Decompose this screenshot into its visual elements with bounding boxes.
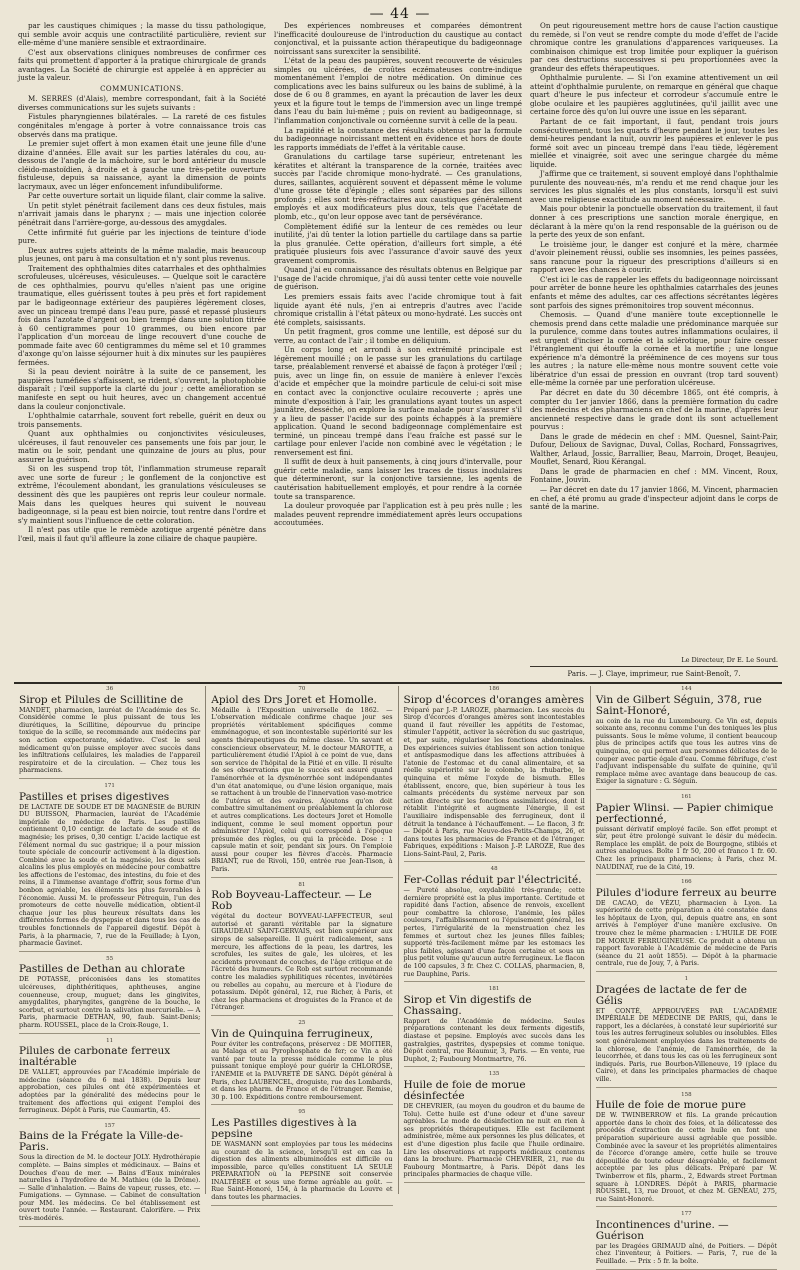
ad-body: puissant dérivatif employé facile. Son effet prompt et sûr, peut être prolongé suivant le désir du médecin. Remplace les emplât. de poix de Bourgogne, stibiés et autres analogues. Boîte 1 fr 50, 200 et franco 1 fr. 60. Chez les principaux pharmaciens; à Paris, chez M. NAUDINAT, rue de la Cité, 19. [595, 824, 777, 871]
ad-body: par les Dragées GRIMAUD aîné, de Poitiers. — Dépôt chez l'inventeur, à Poitiers. — Paris, 7, rue de la Feuillade. — Prix : 5 fr. la boîte. [595, 1241, 777, 1266]
ad-title: Vin de Quinquina ferrugineux, [211, 1027, 374, 1040]
article-paragraph: Complètement édifié sur la lenteur de ces remèdes ou leur inutilité, j'ai dû tenter la lotion partielle du cartilage dans sa partie la plus granulée. Cette opération, d'ailleurs fort simple, a été pratiquée plusieurs fois avec l'assurance d'avoir sauvé des yeux gravement compromis. [274, 221, 522, 265]
ad-title: Vin de Gilbert Séguin, 378, rue Saint-Honoré, [595, 693, 762, 717]
ad-number: 48 [490, 866, 498, 873]
ad-column-4 [590, 686, 782, 1266]
article-paragraph: Il n'est pas utile que le remède azotique argenté pénètre dans l'œil, mais il faut qu'il affleure la zone ciliaire de chaque paupière. [18, 525, 266, 543]
advertisement [19, 783, 200, 952]
printer-line: Paris. — J. Claye, imprimeur, rue Saint-Benoît, 7. [567, 670, 741, 678]
article-paragraph: Granulations du cartilage tarse supérieur, entretenant les kératites et altérant la transparence de la cornée, traitées avec succès par l'acide chromique mono-hydraté. — Ces granulations, dures, saillantes, acquièrent souvent et dépassent même le volume d'une grosse tête d'épingle ; elles sont séparées par des sillons profonds ; elles sont très-réfractaires aux caustiques généralement employés et aux modificateurs plus doux, tels que l'acétate de plomb, etc., qu'on leur oppose avec tant de persévérance. [274, 152, 522, 222]
article-paragraph: C'est ici le cas de rappeler les effets du badigeonnage noircissant pour arrêter de bonne heure les ophthalmies catarrhales des jeunes enfants et même des adultes, car ces affections sécrétantes légères sont parfois des signes prémonitoires trop souvent méconnus. [530, 274, 778, 310]
advertisement [211, 1020, 392, 1105]
advertisement [596, 794, 777, 875]
advertisement [19, 1123, 200, 1227]
advertisement [596, 1092, 777, 1208]
article-paragraph: Fistules pharyngiennes bilatérales. — La rareté de ces fistules congénitales m'engage à porter à votre connaissance trois cas observés dans ma pratique. [18, 112, 266, 139]
advertisement [596, 976, 777, 1088]
ad-body: Médaille à l'Exposition universelle de 1862. — L'observation médicale confirme chaque jour ses propriétés véritablement spécifiques comme emménagogue, et son incontestable supériorité sur les agents thérapeutiques du même classe. Un savant et consciencieux observateur, M. le docteur MAROTTE, a particulièrement étudié l'Apiol à ce point de vue, dans son service de l'hôpital de la Pitié et en ville. Il résulte de ses observations que le succès est assuré quand l'aménorrhée et la dysménorrhée sont indépendantes d'un état anatomique, ou d'une lésion organique, mais se rattachent à un trouble de l'innervation vaso-motrice de l'utérus et des ovaires. Ajoutons qu'on doit combattre simultanément ou préalablement la chlorose et autres complications. Les docteurs Joret et Homolle indiquent, comme le seul moment opportun pour administrer l'Apiol, celui qui correspond à l'époque présumée des règles, ou qui la précède. Dose : 1 capsule matin et soir, pendant six jours. On l'emploie aussi pour couper les fièvres d'accès. Pharmacie BRIANT, rue de Rivoli, 150, entrée rue Jean-Tison, à Paris. [211, 705, 393, 874]
article-paragraph: Cette infirmité fut guérie par les injections de teinture d'iode pure. [18, 227, 266, 246]
ad-body: Rapport de l'Académie de médecine. Seules préparations contenant les deux ferments digestifs, diastase et pepsine. Employés avec succès dans les gastralgies, gastrites, dyspepsies et comme tonique. Dépôt central, rue Réaumur, 3, Paris. — En vente, rue Duphot, 2; Faubourg Montmartre, 76. [403, 1016, 585, 1063]
ad-number: 11 [106, 1037, 114, 1044]
ad-title: Papier Wlinsi. — Papier chimique perfectionné, [595, 801, 774, 825]
article-paragraph: M. SERRES (d'Alais), membre correspondant, fait à la Société diverses communications sur les sujets suivants : [18, 94, 266, 112]
article-paragraph: Deux autres sujets atteints de la même maladie, mais beaucoup plus jeunes, ont paru à ma consultation et n'y sont plus revenus. [18, 245, 266, 264]
ad-body: ET CONTÉ, APPROUVÉES PAR L'ACADÉMIE IMPÉRIALE DE MÉDECINE DE PARIS, qui, dans le rapport, les a déclarées, à constaté leur supériorité sur tous les autres ferrugineux solubles ou insolubles. Elles sont généralement employées dans les traitements de la chlorose, de l'anémie, de l'aménorrhée, de la leucorrhée, et dans tous les cas où les ferrugineux sont indiqués. Paris, rue Bourbon-Villeneuve, 19 (place du Caire), et dans les principales pharmacies de chaque ville. [595, 1006, 777, 1083]
ad-number: 95 [298, 1109, 306, 1116]
article-paragraph: Quant aux ophthalmies ou conjonctivites vésiculeuses, ulcéreuses, il faut renouveler ces pansements une fois par jour, le matin ou le soir, pendant une quinzaine de jours au plus, pour assurer la guérison. [18, 429, 266, 464]
ad-body: DE WASMANN sont employées par tous les médecins au courant de la science, lorsqu'il est en cas la digestion des aliments albuminoïdes est difficile ou impossible, parce qu'elles constituent LA SEULE PRÉPARATION où la PEPSINE soit conservée INALTÉRÉE et sous une forme agréable au goût. — Rue Saint-Honoré, 154, à la pharmacie du Louvre et dans toutes les pharmacies. [211, 1139, 393, 1202]
advertisement [211, 882, 392, 1016]
editorial-column-2 [274, 22, 522, 680]
director-signature: Le Directeur, Dr E. Le Sourd. [530, 656, 778, 667]
article-paragraph: C'est aux observations cliniques nombreuses de confirmer ces faits qui promettent d'apporter à la pratique chirurgicale de grands avantages. La Société de chirurgie est appelée à en apprécier au juste la valeur. [18, 47, 266, 83]
article-paragraph: Le premier sujet offert à mon examen était une jeune fille d'une dizaine d'années. Elle avait sur les parties latérales du cou, au-dessous de l'angle de la mâchoire, sur le bord antérieur du muscle cléido-mastoïdien, à droite et à gauche une très-petite ouverture fistuleuse, depuis sa naissance, ayant la dimension de points lacrymaux, avec un léger enfoncement infundibuliforme. [18, 139, 266, 191]
ad-body: DE LACTATE DE SOUDE ET DE MAGNÉSIE de BURIN DU BUISSON, Pharmacien, lauréat de l'Académie impériale de médecine de Paris. Les pastilles contiennent 0,10 centigr. de lactate de soude et de magnésie; les prises, 0,30 centigr. L'acide lactique est l'élément normal du suc gastrique; il a pour mission toute spéciale de concourir activement à la digestion. Combiné avec la soude et la magnésie, les deux sels alcalins les plus employés en médecine pour combattre les affections de l'estomac, des intestins, du foie et des reins, il a l'immense avantage d'offrir, sous forme d'un bonbon agréable, les éléments les plus favorables à l'économie. Aussi M. le professeur Pétrequin, l'un des promoteurs de cette nouvelle médication, obtient-il chaque jour les plus heureux résultats dans les différentes formes de dyspepsie et dans tous les cas de troubles fonctionnels de l'appareil digestif. Dépôt à Paris, à la pharmacie, 7, rue de la Feuillade; à Lyon, pharmacie Gavinet. [19, 802, 201, 948]
ad-body: Sous la direction de M. le docteur JOLY. Hydrothérapie complète. — Bains simples et médicinaux. — Bains et Douches d'eau de mer. — Bains d'Eaux minérales naturelles à l'hydrofère de M. Mathieu (de la Drôme). — Salle d'inhalation. — Bains de vapeur, russes, etc. — Fumigations. — Gymnase. — Cabinet de consultation pour MM. les médecins. Ce bel établissement est ouvert toute l'année. — Restaurant. Calorifère. — Prix très-modérés. [19, 1153, 201, 1223]
ad-title: Apiol des Drs Joret et Homolle. [211, 693, 377, 706]
article-paragraph: On peut rigoureusement mettre hors de cause l'action caustique du remède, si l'on veut se rendre compte du mode d'effet de l'acide chromique contre les granulations d'apparences variqueuses. La combinaison chimique est trop limitée pour expliquer la guérison par ces destructions successives si peu proportionnées avec la grandeur des effets thérapeutiques. [530, 21, 778, 73]
article-paragraph: Mais pour obtenir la ponctuelle observation du traitement, il faut donner à ces prescriptions une sanction morale énergique, en déclarant à la mère qu'on la rend responsable de la guérison ou de la perte des yeux de son enfant. [530, 204, 778, 240]
ad-title: Incontinences d'urine. — Guérison [595, 1218, 729, 1242]
article-paragraph: Un petit stylet pénétrait facilement dans ces deux fistules, mais n'arrivait jamais dans le pharynx ; — mais une injection colorée pénétrait dans l'arrière-gorge, au-dessous des amygdales. [18, 200, 266, 228]
ad-body: végétal du docteur BOYVEAU-LAFFECTEUR, seul autorisé et garanti véritable par la signature GIRAUDEAU SAINT-GERVAIS, est bien supérieur aux sirops de salsepareille. Il guérit radicalement, sans mercure, les affections de la peau, les dartres, les scrofules, les suites de gale, les ulcères, et les accidents provenant de couches, de l'âge critique et de l'âcreté des humeurs. Ce Rob est surtout recommandé contre les maladies syphilitiques récentes, invétérées ou rebelles au copahu, au mercure et à l'iodure de potassium. Dépôt général, 12, rue Richer, à Paris, et chez les pharmaciens et droguistes de la France et de l'étranger. [211, 912, 393, 1012]
article-paragraph: Par décret en date du 30 décembre 1865, ont été compris, à compter du 1er janvier 1866, dans la première formation du cadre des médecins et des pharmaciens en chef de la marine, d'après leur ancienneté respective dans le grade dont ils sont actuellement pourvus : [530, 387, 778, 432]
article-paragraph: L'état de la peau des paupières, souvent recouverte de vésicules simples ou ulcérées, de croûtes eczémateuses contre-indique momentanément l'emploi de notre médication. On diminue ces complications avec les bains sulfureux ou les bains de sublimé, à la dose de 6 ou 8 grammes, en ayant la précaution de laver les deux yeux et la figure tout le temps de l'immersion avec un linge trempé dans l'eau du bain lui-même ; puis on revient au badigeonnage, si l'inflammation conjonctivale ou cornéenne survit à celle de la peau. [274, 56, 522, 126]
ad-number: 81 [298, 881, 306, 888]
ad-number: 171 [104, 782, 115, 789]
ad-title: Sirop et Vin digestifs de Chassaing. [403, 993, 532, 1017]
advertisement [404, 1071, 585, 1183]
article-paragraph: Des expériences nombreuses et comparées démontrent l'inefficacité douloureuse de l'introduction du caustique au contact conjonctival, et la puissante action thérapeutique du badigeonnage noircissant sans surexciter la sensibilité. [274, 21, 522, 56]
article-paragraph: Si la peau devient noirâtre à la suite de ce pansement, les paupières tuméfiées s'affaissent, se rident, s'ouvrent, la photophobie disparaît ; l'œil supporte la clarté du jour ; cette amélioration se manifeste en sept ou huit heures, avec un changement accentué dans la couleur conjonctivale. [18, 367, 266, 411]
advertisement [404, 866, 585, 982]
article-paragraph: Par cette ouverture sortait un liquide filant, clair comme la salive. [28, 191, 266, 201]
ad-number: 1 [684, 976, 689, 983]
article-paragraph: Chemosis. — Quand d'une manière toute exceptionnelle le chemosis prend dans cette maladie une prédominance marquée sur la purulence, comme dans toutes autres inflammations oculaires, il est urgent d'inciser la cornée et la sclérotique, pour faire cesser l'étranglement qui étouffe la cornée et la mortifie ; une longue expérience m'a démontré la prééminence de ces moyens sur tous les autres ; la nature elle-même nous montre souvent cette voie libératrice d'un essai de pression en ouvrant (trop tard souvent) elle-même la cornée par une perforation ulcéreuse. [530, 310, 778, 388]
article-paragraph: — Par décret en date du 17 janvier 1866, M. Vincent, pharmacien en chef, a été promu au grade d'inspecteur adjoint dans le corps de santé de la marine. [530, 484, 778, 512]
ad-number: 158 [681, 1091, 692, 1098]
article-paragraph: Les premiers essais faits avec l'acide chromique tout à fait liquide ayant été nuls, j'en ai entrepris d'autres avec l'acide chromique cristallin à l'état pâteux ou mono-hydraté. Les succès ont été complets, saisissants. [274, 291, 522, 327]
page-number: — 44 — [369, 6, 431, 22]
advertisement [596, 1211, 777, 1269]
ad-title: Bains de la Frégate la Ville-de-Paris. [19, 1130, 183, 1154]
article-paragraph: Ophthalmie purulente. — Si l'on examine attentivement un œil atteint d'ophthalmie purulente, on remarque en général que chaque quart d'heure le pus infecteur et corrodeur s'accumule entre le globe oculaire et les paupières agglutinées, qu'il jaillit avec une certaine force dès qu'on lui ouvre une issue en les séparant. [530, 73, 778, 117]
editorial-columns [18, 22, 778, 680]
advertisement [19, 1038, 200, 1119]
article-paragraph: Quand j'ai eu connaissance des résultats obtenus en Belgique par l'usage de l'acide chromique, j'ai dû aussi tenter cette voie nouvelle de guérison. [274, 265, 522, 292]
ad-title: Huile de foie de morue pure [595, 1099, 746, 1112]
editorial-column-3 [530, 22, 778, 680]
ad-body: DE CACAO, de VÉZU, pharmacien à Lyon. La supériorité de cette préparation a été constatée dans les hôpitaux de Lyon, qui, depuis quatre ans, en sont arrivés à l'employer d'une manière exclusive. On trouve chez le même pharmacien : L'HUILE DE FOIE DE MORUE FERRUGINEUSE. Ce produit a obtenu un rapport favorable à l'Académie de médecine de Paris (séance du 21 août 1855). — Dépôt à la pharmacie centrale, rue de Jouy, 7, à Paris. [595, 898, 777, 968]
ad-title: Sirop et Pilules de Scillitine de [19, 693, 184, 706]
ad-number: 181 [488, 986, 500, 993]
article-paragraph: COMMUNICATIONS. [100, 84, 184, 93]
ad-number: 166 [681, 879, 692, 886]
article-paragraph: Traitement des ophthalmies dites catarrhales et des ophthalmies scrofuleuses, ulcéreuses, vésiculeuses. — Quelque soit le caractère de ces ophthalmies, pourvu qu'elles n'aient pas une origine traumatique, elles guérissent toutes à peu près et fort rapidement par le badigeonnage extérieur des paupières légèrement closes, avec un pinceau trempé dans l'eau pure, passé et repassé plusieurs fois dans l'azotate d'argent ou bien trempé dans une solution titrée à 60 centigrammes pour 10 grammes, ou bien encore par l'application d'un morceau de linge recouvert d'une couche de pommade faite avec 60 centigrammes du même sel et 10 grammes d'axonge qu'on laisse séjourner huit à dix minutes sur les paupières fermées. [18, 263, 266, 367]
ad-number: 186 [488, 686, 500, 692]
advertisement [596, 879, 777, 972]
ad-body: DE W. TWINBERROW et fils. La grande précaution apportée dans le choix des foies, et la délicatesse des procédés d'extraction de cette huile en font une préparation supérieure aussi agréable que possible. Combinée avec la saveur et les propriétés alimentaires de l'écorce d'orange amère, cette huile se trouve dépouillée de toute odeur désagréable, et facilement acceptée par les plus délicats. Préparé par W. Twinberrow et fils, pharm., 2, Edwards street Portman square à LONDRES. Dépôt à PARIS, pharmacie ROUSSEL, 13, rue Drouot, et chez M. GENEAU, 275, rue Saint-Honoré. [595, 1111, 777, 1203]
ad-body: DE POTASSE, préconisées dans les stomatites ulcéreuses, diphthéritiques, aphtheuses, angine couenneuse, croup, muguet; dans les gingivites, amygdalites, pharyngites, gangrène de la bouche, le scorbut, et surtout contre la salivation mercurielle. — A Paris, pharmacie DETHAN, 90, faub. Saint-Denis; pharm. ROUSSEL, place de la Croix-Rouge, 1. [19, 975, 201, 1029]
ad-title: Sirop d'écorces d'oranges amères [403, 693, 584, 706]
ad-title: Dragées de lactate de fer de Gélis [595, 983, 748, 1007]
ad-column-3 [398, 686, 590, 1194]
ad-column-1 [14, 686, 205, 1223]
ad-body: Pour éviter les contrefaçons, préservez : DE MOITIER, au Malaga et au Pyrophosphate de fer; ce Vin a été vanté par toute la presse médicale comme le plus puissant tonique employé pour guérir la CHLOROSE, l'ANÉMIE et la PAUVRETÉ DE SANG. Dépôt général à Paris, chez LAUBENCEL, droguiste, rue des Lombards, et dans les pharm. de France et de l'étranger. Remise, 30 p. 100. Expéditions contre remboursement. [211, 1039, 393, 1101]
ad-title: Rob Boyveau-Laffecteur. — Le Rob [211, 889, 372, 913]
advertisement [19, 956, 200, 1034]
ad-title: Fer-Collas réduit par l'électricité. [403, 874, 582, 887]
ad-number: 144 [681, 686, 692, 692]
article-paragraph: Dans le grade de pharmacien en chef : MM. Vincent, Roux, Fontaine, Jouvin. [530, 466, 778, 485]
article-paragraph: Il suffit de deux à huit pansements, à cinq jours d'intervalle, pour guérir cette maladie, sans laisser les traces de tissus inodulaires que détermineront, sur la conjonctive tarsienne, les agents de cautérisation habituellement employés, et pour rendre à la cornée toute sa transparence. [274, 457, 522, 501]
article-paragraph: J'affirme que ce traitement, si souvent employé dans l'ophthalmie purulente des nouveau-nés, m'a rendu et me rend chaque jour les services les plus signalés et les plus constants, lorsqu'il est suivi avec une religieuse exactitude au moment nécessaire. [530, 169, 778, 204]
advertisement [596, 686, 777, 790]
article-paragraph: Le troisième jour, le danger est conjuré et la mère, charmée d'avoir pleinement réussi, oublie ses insomnies, les peines passées, sans rancune pour la rigueur des prescriptions d'ailleurs si en rapport avec les chances à courir. [530, 239, 778, 275]
ad-number: 161 [681, 793, 692, 800]
article-paragraph: Dans le grade de médecin en chef : MM. Quesnel, Saint-Pair, Dufour, Delioux de Savignac, Duval, Collas, Rochard, Fonssagrives, Walther, Arlaud, Jossic, Barrallier, Beau, Marroin, Droqet, Beaujeu, Mouflet, Senard, Riou Kérangal. [530, 431, 778, 467]
advertisement [19, 686, 200, 779]
advertisement [404, 686, 585, 862]
ad-title: Pastilles et prises digestives [19, 790, 170, 803]
ad-body: DE VALLET, approuvées par l'Académie impériale de médecine (séance du 6 mai 1838). Depuis leur approbation, ces pilules ont été expérimentées et adoptées par la généralité des médecins pour le traitement des affections qui exigent l'emploi des ferrugineux. Dépôt à Paris, rue Caumartin, 45. [19, 1068, 201, 1115]
ad-number: 70 [298, 686, 306, 692]
ad-column-2 [205, 686, 397, 1202]
editorial-column-1 [18, 22, 266, 680]
article-paragraph: par les caustiques chimiques ; la masse du tissu pathologique, qui semble avoir acquis une contractilité particulière, revient sur elle-même d'une manière sensible et extraordinaire. [18, 21, 266, 48]
ad-title: Huile de foie de morue désinfectée [403, 1078, 526, 1102]
ad-number: 25 [298, 1019, 306, 1026]
ad-title: Les Pastilles digestives à la pepsine [211, 1116, 357, 1140]
ad-number: 36 [106, 686, 114, 692]
ad-body: — Pureté absolue, oxydabilité très-grande; cette dernière propriété est la plus importante. Certitude et rapidité dans l'action, absence de renvois, excellent pour combattre la chlorose, l'anémie, les pâles couleurs, l'affaiblissement ou l'épuisement général, les pertes, l'irrégularité de la menstruation chez les femmes et surtout chez les jeunes filles faibles; supporté très-facilement même par les estomacs les plus faibles, agissant d'une façon certaine et sous un plus petit volume qu'aucun autre ferrugineux. Le flacon de 100 capsules, 3 fr. Chez C. COLLAS, pharmacien, 8, rue Dauphine, Paris. [403, 886, 585, 978]
ad-number: 157 [104, 1122, 115, 1129]
ads-divider [14, 682, 782, 684]
advertisement [404, 986, 585, 1067]
colophon [530, 656, 778, 678]
ad-body: MANDET, pharmacien, lauréat de l'Académie des Sc. Considérée comme le plus puissant de tous les diurétiques, la Scillitine, dépourvue du principe toxique de la scille, se recommande aux médecins par son action expectorante, sédative. C'est le seul médicament qu'on puisse employer avec succès dans les infiltrations cellulaires, les maladies de l'appareil respiratoire et de la circulation. — Chez tous les pharmaciens. [19, 705, 201, 775]
article-paragraph: Un petit fragment, gros comme une lentille, est déposé sur du verre, au contact de l'air ; il tombe en déliquium. [274, 327, 522, 345]
ad-number: 177 [681, 1211, 692, 1218]
advertisements [14, 686, 782, 1266]
article-paragraph: La douleur provoquée par l'application est à peu près nulle ; les malades peuvent reprendre immédiatement après leurs occupations accoutumées. [274, 501, 522, 528]
ad-body: DE CHEVRIER, (au moyen du goudron et du baume de Tolu). Cette huile est d'une odeur et d'une saveur agréables. Le mode de désinfection ne nuit en rien à ses propriétés thérapeutiques. Elle est facilement administrée, même aux personnes les plus délicates, et est d'une digestion plus facile que l'huile ordinaire. Lire les observations et rapports médicaux contenus dans la brochure. Pharmacie CHEVRIER, 21, rue du Faubourg Montmartre, à Paris. Dépôt dans les principales pharmacies de chaque ville. [403, 1101, 585, 1179]
advertisement [211, 686, 392, 878]
ad-body: au coin de la rue du Luxembourg. Ce Vin est, depuis soixante ans, reconnu comme l'un des toniques les plus puissants. Sous le même volume, il contient beaucoup plus de principes actifs que tous les autres vins de quinquina, ce qui permet aux personnes délicates de le couper avec partie égale d'eau. Comme fébrifuge, c'est l'adjuvant indispensable du sulfate de quinine, qu'il remplace même avec avantage dans beaucoup de cas. Exiger la signature : G. Séguin. [595, 716, 777, 786]
article-paragraph: Si on les suspend trop tôt, l'inflammation strumeuse reparaît avec une sorte de fureur ; le gonflement de la conjonctive est extrême, l'écoulement abondant, les granulations vésiculeuses se dessinent dès que les paupières ont repris leur couleur normale. Mais dans les quelques heures qui suivent le nouveau badigeonnage, si la peau est bien noircie, tout rentre dans l'ordre et s'y maintient sous l'influence de cette coloration. [18, 464, 266, 525]
article-paragraph: Partant de ce fait important, il faut, pendant trois jours consécutivement, tous les quarts d'heure pendant le jour, toutes les demi-heures pendant la nuit, ouvrir les paupières et enlever le pus formé soit avec un pinceau trempé dans l'eau tiède, légèrement miellée et vinaigrée, soit avec une seringue chargée du même liquide. [530, 117, 778, 169]
article-paragraph: Un corps long et arrondi à son extrémité principale est légèrement mouillé ; on le passe sur les granulations du cartilage tarse, préalablement renversé et abaissé de façon à protéger l'œil ; puis, avec un linge fin, on essuie de manière à enlever l'excès d'acide et empêcher que la moindre particule de celui-ci soit mise en contact avec la conjonctive oculaire recouverte ; après une minute d'exposition à l'air, les granulations ayant toutes un aspect jaunâtre, desséché, on explore la surface malade pour s'assurer s'il y a lieu de passer l'acide sur des points échappés à la première application. Quand le second badigeonnage complémentaire est terminé, un pinceau trempé dans l'eau fraîche est passé sur le cartilage pour enlever l'acide non combiné avec le végétation ; le renversement est fini. [274, 345, 522, 457]
ad-body: Préparé par J.-P. LAROZE, pharmacien. Les succès du Sirop d'écorces d'oranges amères sont incontestables quand il faut réveiller les appétits de l'estomac, stimuler l'appétit, activer la sécrétion du suc gastrique, et, par suite, régulariser les fonctions abdominales. Des expériences suivies établissent son action tonique et antispasmodique dans les affections attribuées à l'atonie de l'estomac et du canal alimentaire, et sa réelle supériorité sur le colombo, la rhubarbe, le quinquina et même l'oxyde de bismuth. Elles établissent, encore, que, bien supérieur à tous les calmants précédents du système nerveux par son action directe sur les fonctions assimilatrices, dont il rétablit l'intégrité et augmente l'énergie, il est l'auxiliaire indispensable des ferrugineux, dont il détruit la tendance à l'échauffement. — Le flacon, 3 fr. — Dépôt à Paris, rue Neuve-des-Petits-Champs, 26, et dans toutes les pharmacies de France et de l'étranger. Fabriques, expéditions : Maison J.-P. LAROZE, Rue des Lions-Saint-Paul, 2, Paris. [403, 705, 585, 858]
ad-title: Pastilles de Dethan au chlorate [19, 963, 186, 976]
ad-number: 135 [488, 1071, 500, 1078]
ad-number: 55 [106, 955, 114, 962]
article-paragraph: L'ophthalmie catarrhale, souvent fort rebelle, guérit en deux ou trois pansements. [18, 411, 266, 429]
article-paragraph: La rapidité et la constance des résultats obtenus par la formule du badigeonnage noircissant mettent en évidence et hors de doute les rapports immédiats de l'effet à la véritable cause. [274, 125, 522, 152]
ad-title: Pilules de carbonate ferreux inaltérable [19, 1045, 171, 1069]
advertisement [211, 1109, 392, 1205]
ad-title: Pilules d'iodure ferreux au beurre [595, 886, 777, 899]
